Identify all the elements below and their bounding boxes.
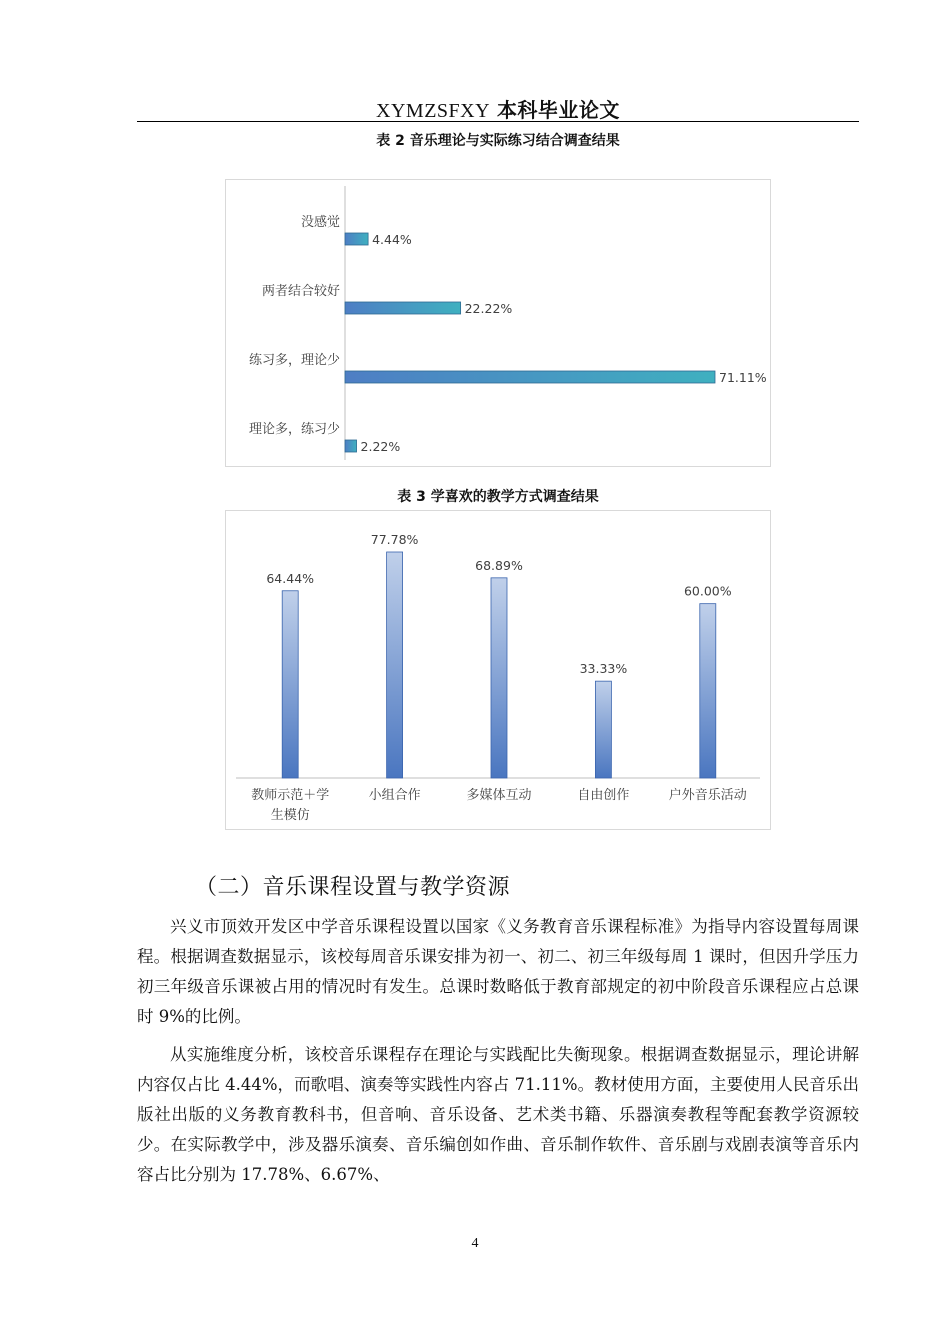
- category-label-line: 教师示范＋学: [251, 788, 330, 803]
- category-label: [369, 788, 421, 803]
- data-label: 4.44%: [372, 232, 412, 247]
- paragraph-1: 兴义市顶效开发区中学音乐课程设置以国家《义务教育音乐课程标准》为指导内容设置每周课程。根据调查数据显示，该校每周音乐课安排为初一、初二、初三年级每周 1 课时，但因升学压力初三年级音乐课被占用的情况时有发生。总课时数略低于教育部规定的初中阶段音乐课程应占总课时 9%的比例。: [137, 917, 859, 1026]
- category-label-line: 户外音乐活动: [668, 788, 747, 803]
- category-label-line: 生模仿: [270, 808, 310, 823]
- category-label-line: 小组合作: [368, 788, 421, 803]
- data-label: 68.89%: [475, 557, 523, 573]
- category-label: [669, 787, 747, 803]
- chart-table2-svg: [226, 180, 770, 466]
- bar: [595, 681, 611, 778]
- data-label: 33.33%: [579, 661, 628, 677]
- header-rule: [137, 121, 859, 122]
- bar: [345, 233, 368, 245]
- paragraph-2: 从实施维度分析，该校音乐课程存在理论与实践配比失衡现象。根据调查数据显示，理论讲解内容仅占比 4.44%，而歌唱、演奏等实践性内容占 71.11%。教材使用方面，主要使用人民音乐出版社出版的义务教育教科书，但音响、音乐设备、艺术类书籍、乐器演奏教程等配套教学资源较少。在实际教学中，涉及器乐演奏、音乐编创如作曲、音乐制作软件、音乐剧与戏剧表演等音乐内容占比分别为 17.78%、6.67%、: [137, 1045, 859, 1184]
- category-label: [577, 787, 629, 803]
- data-label: 2.22%: [360, 439, 401, 454]
- bar: [491, 578, 507, 778]
- category-label: 没感觉: [300, 215, 340, 230]
- bar: [700, 604, 716, 778]
- category-label: [466, 787, 531, 803]
- bar: [387, 552, 403, 778]
- chart-table3-svg: [226, 511, 770, 829]
- page-header: [137, 94, 859, 123]
- category-label: [251, 787, 329, 823]
- table3-caption: 表 3 学喜欢的教学方式调查结果: [397, 489, 599, 505]
- bar: [345, 440, 357, 452]
- data-label: 60.00%: [683, 583, 732, 599]
- bar: [345, 371, 715, 383]
- bar: [345, 302, 461, 314]
- bar: [282, 591, 298, 778]
- category-label: 练习多，理论少: [248, 353, 340, 368]
- data-label: 64.44%: [266, 570, 315, 586]
- data-label: 22.22%: [464, 301, 513, 316]
- data-label: 71.11%: [719, 370, 767, 385]
- category-label: 理论多，练习少: [248, 422, 340, 437]
- chart-table2: [225, 179, 771, 467]
- header-latin: XYMZSFXY: [376, 100, 491, 122]
- category-label: 两者结合较好: [261, 284, 340, 299]
- category-label-line: 多媒体互动: [466, 788, 532, 803]
- category-label-line: 自由创作: [577, 788, 630, 803]
- data-label: 77.78%: [370, 532, 419, 547]
- chart-table3: [225, 510, 771, 830]
- header-title: 本科毕业论文: [496, 98, 620, 122]
- table2-caption: 表 2 音乐理论与实际练习结合调查结果: [376, 133, 620, 149]
- section-title: （二）音乐课程设置与教学资源: [195, 875, 511, 900]
- page-number: 4: [471, 1236, 479, 1251]
